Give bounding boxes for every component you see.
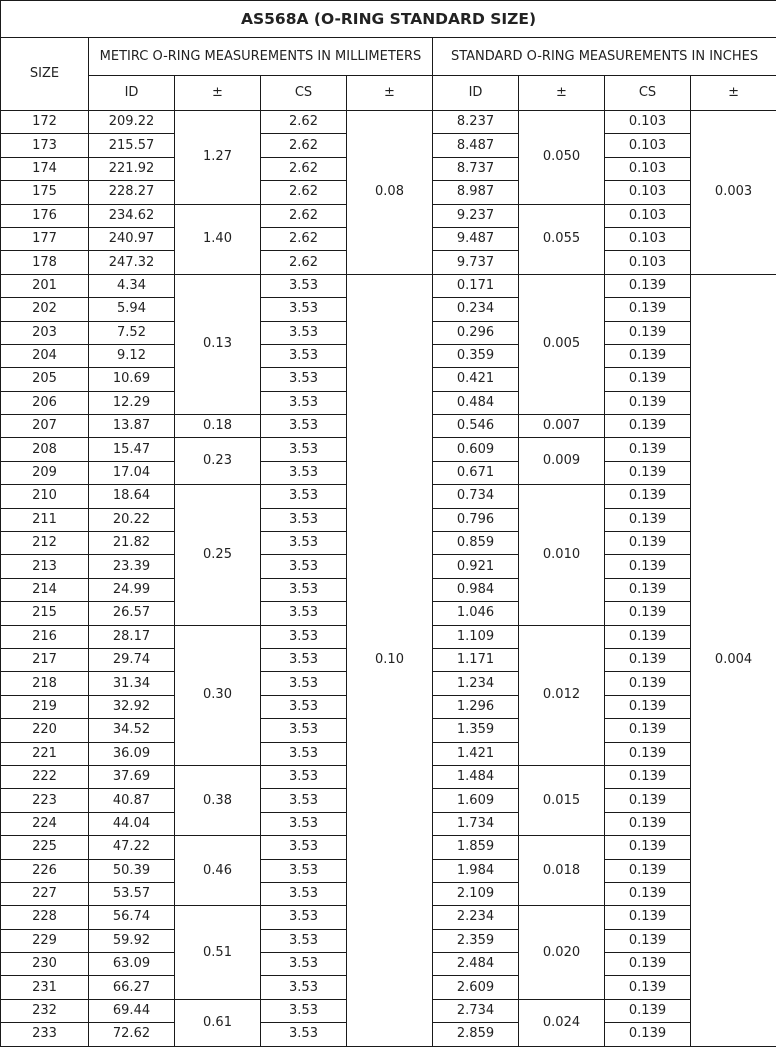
in-cs-cell: 0.139: [605, 812, 691, 835]
size-cell: 228: [1, 906, 89, 929]
in-id-cell: 1.296: [433, 695, 519, 718]
size-cell: 211: [1, 508, 89, 531]
in-cs-cell: 0.139: [605, 274, 691, 297]
in-cs-cell: 0.139: [605, 298, 691, 321]
mm-id-tolerance-cell: 0.30: [175, 625, 261, 765]
table-row: [1, 111, 776, 134]
in-cs-cell: 0.139: [605, 882, 691, 905]
mm-id-cell: 21.82: [89, 532, 175, 555]
mm-id-cell: 247.32: [89, 251, 175, 274]
in-id-cell: 9.487: [433, 227, 519, 250]
mm-cs-cell: 3.53: [261, 438, 347, 461]
in-id-tolerance-cell: 0.018: [519, 836, 605, 906]
mm-id-cell: 221.92: [89, 157, 175, 180]
mm-cs-cell: 3.53: [261, 555, 347, 578]
in-cs-cell: 0.139: [605, 672, 691, 695]
in-id-cell: 9.237: [433, 204, 519, 227]
mm-cs-cell: 2.62: [261, 157, 347, 180]
mm-id-cell: 13.87: [89, 415, 175, 438]
in-cs-cell: 0.139: [605, 789, 691, 812]
in-cs-cell: 0.103: [605, 251, 691, 274]
size-cell: 213: [1, 555, 89, 578]
mm-cs-cell: 3.53: [261, 415, 347, 438]
mm-id-tolerance-cell: 1.27: [175, 111, 261, 205]
in-cs-cell: 0.139: [605, 321, 691, 344]
in-id-tolerance-cell: 0.015: [519, 765, 605, 835]
mm-cs-cell: 3.53: [261, 368, 347, 391]
mm-id-tolerance-cell: 0.25: [175, 485, 261, 625]
mm-id-cell: 31.34: [89, 672, 175, 695]
mm-cs-cell: 3.53: [261, 625, 347, 648]
mm-id-cell: 29.74: [89, 648, 175, 671]
in-cs-cell: 0.139: [605, 765, 691, 788]
in-id-cell: 1.359: [433, 719, 519, 742]
in-id-tolerance-cell: 0.050: [519, 111, 605, 205]
size-cell: 204: [1, 344, 89, 367]
size-cell: 207: [1, 415, 89, 438]
size-cell: 233: [1, 1023, 89, 1046]
in-id-cell: 1.421: [433, 742, 519, 765]
in-id-cell: 0.421: [433, 368, 519, 391]
in-id-cell: 1.609: [433, 789, 519, 812]
in-cs-cell: 0.139: [605, 602, 691, 625]
in-cs-cell: 0.103: [605, 227, 691, 250]
table-row: [1, 274, 776, 297]
size-cell: 176: [1, 204, 89, 227]
mm-id-cell: 53.57: [89, 882, 175, 905]
size-cell: 221: [1, 742, 89, 765]
mm-id-cell: 20.22: [89, 508, 175, 531]
size-cell: 173: [1, 134, 89, 157]
in-cs-cell: 0.139: [605, 906, 691, 929]
mm-id-cell: 9.12: [89, 344, 175, 367]
mm-id-cell: 5.94: [89, 298, 175, 321]
in-cs-cell: 0.139: [605, 485, 691, 508]
in-id-cell: 0.171: [433, 274, 519, 297]
mm-cs-cell: 3.53: [261, 695, 347, 718]
in-id-cell: 0.484: [433, 391, 519, 414]
in-cs-cell: 0.103: [605, 204, 691, 227]
in-id-tolerance-cell: 0.055: [519, 204, 605, 274]
size-cell: 215: [1, 602, 89, 625]
in-cs-cell: 0.139: [605, 438, 691, 461]
in-id-cell: 9.737: [433, 251, 519, 274]
mm-id-cell: 209.22: [89, 111, 175, 134]
in-cs-cell: 0.139: [605, 999, 691, 1022]
mm-cs-cell: 2.62: [261, 227, 347, 250]
in-id-cell: 0.859: [433, 532, 519, 555]
in-cs-cell: 0.139: [605, 1023, 691, 1046]
mm-cs-cell: 3.53: [261, 602, 347, 625]
size-cell: 232: [1, 999, 89, 1022]
in-cs-cell: 0.139: [605, 555, 691, 578]
in-id-cell: 2.734: [433, 999, 519, 1022]
table-body: [1, 111, 776, 1047]
mm-id-cell: 18.64: [89, 485, 175, 508]
mm-cs-cell: 3.53: [261, 578, 347, 601]
mm-cs-cell: 3.53: [261, 298, 347, 321]
in-id-tolerance-header: ±: [519, 76, 605, 111]
in-id-cell: 1.046: [433, 602, 519, 625]
size-cell: 212: [1, 532, 89, 555]
mm-id-cell: 72.62: [89, 1023, 175, 1046]
in-cs-cell: 0.139: [605, 929, 691, 952]
in-id-tolerance-cell: 0.010: [519, 485, 605, 625]
size-cell: 225: [1, 836, 89, 859]
in-cs-tolerance-cell: 0.004: [691, 274, 776, 1046]
in-cs-cell: 0.139: [605, 719, 691, 742]
in-cs-cell: 0.139: [605, 391, 691, 414]
in-cs-cell: 0.139: [605, 648, 691, 671]
in-id-header: ID: [433, 76, 519, 111]
size-header: SIZE: [1, 38, 89, 111]
in-id-cell: 1.234: [433, 672, 519, 695]
in-cs-cell: 0.139: [605, 742, 691, 765]
in-cs-cell: 0.139: [605, 836, 691, 859]
mm-cs-cell: 3.53: [261, 719, 347, 742]
size-cell: 220: [1, 719, 89, 742]
in-id-cell: 1.984: [433, 859, 519, 882]
in-cs-cell: 0.139: [605, 461, 691, 484]
in-id-cell: 0.671: [433, 461, 519, 484]
mm-id-tolerance-cell: 0.38: [175, 765, 261, 835]
in-id-tolerance-cell: 0.007: [519, 415, 605, 438]
mm-id-cell: 36.09: [89, 742, 175, 765]
mm-cs-cell: 3.53: [261, 836, 347, 859]
mm-cs-tolerance-cell: 0.08: [347, 111, 433, 275]
mm-cs-cell: 3.53: [261, 508, 347, 531]
mm-cs-cell: 3.53: [261, 532, 347, 555]
size-cell: 229: [1, 929, 89, 952]
mm-cs-cell: 3.53: [261, 461, 347, 484]
mm-id-cell: 34.52: [89, 719, 175, 742]
mm-cs-cell: 3.53: [261, 789, 347, 812]
in-id-cell: 2.359: [433, 929, 519, 952]
mm-id-cell: 23.39: [89, 555, 175, 578]
in-id-cell: 0.796: [433, 508, 519, 531]
size-cell: 174: [1, 157, 89, 180]
mm-id-cell: 63.09: [89, 953, 175, 976]
mm-cs-cell: 3.53: [261, 882, 347, 905]
mm-cs-cell: 3.53: [261, 391, 347, 414]
mm-cs-cell: 3.53: [261, 485, 347, 508]
mm-id-tolerance-cell: 0.23: [175, 438, 261, 485]
size-cell: 219: [1, 695, 89, 718]
in-id-tolerance-cell: 0.009: [519, 438, 605, 485]
standard-group-header: STANDARD O-RING MEASUREMENTS IN INCHES: [433, 38, 776, 76]
in-cs-cell: 0.139: [605, 344, 691, 367]
mm-id-cell: 50.39: [89, 859, 175, 882]
in-cs-tolerance-cell: 0.003: [691, 111, 776, 275]
in-id-cell: 8.737: [433, 157, 519, 180]
in-id-cell: 8.237: [433, 111, 519, 134]
size-cell: 178: [1, 251, 89, 274]
mm-cs-cell: 3.53: [261, 765, 347, 788]
mm-cs-tolerance-cell: 0.10: [347, 274, 433, 1046]
mm-id-tolerance-cell: 1.40: [175, 204, 261, 274]
in-id-cell: 2.234: [433, 906, 519, 929]
mm-id-cell: 37.69: [89, 765, 175, 788]
mm-cs-cell: 2.62: [261, 111, 347, 134]
in-cs-header: CS: [605, 76, 691, 111]
mm-id-cell: 15.47: [89, 438, 175, 461]
mm-id-cell: 4.34: [89, 274, 175, 297]
mm-id-cell: 24.99: [89, 578, 175, 601]
mm-id-tolerance-cell: 0.13: [175, 274, 261, 414]
table-title: AS568A (O-RING STANDARD SIZE): [1, 1, 776, 38]
in-cs-cell: 0.139: [605, 578, 691, 601]
in-cs-cell: 0.139: [605, 508, 691, 531]
in-id-cell: 1.484: [433, 765, 519, 788]
mm-id-cell: 7.52: [89, 321, 175, 344]
mm-cs-cell: 3.53: [261, 929, 347, 952]
in-id-cell: 0.609: [433, 438, 519, 461]
size-cell: 223: [1, 789, 89, 812]
mm-id-cell: 32.92: [89, 695, 175, 718]
mm-id-header: ID: [89, 76, 175, 111]
mm-id-cell: 234.62: [89, 204, 175, 227]
mm-id-cell: 47.22: [89, 836, 175, 859]
in-id-cell: 0.546: [433, 415, 519, 438]
in-id-tolerance-cell: 0.020: [519, 906, 605, 1000]
in-id-cell: 1.171: [433, 648, 519, 671]
size-cell: 226: [1, 859, 89, 882]
in-cs-cell: 0.139: [605, 532, 691, 555]
mm-id-cell: 44.04: [89, 812, 175, 835]
mm-cs-cell: 3.53: [261, 274, 347, 297]
mm-id-cell: 40.87: [89, 789, 175, 812]
size-cell: 201: [1, 274, 89, 297]
mm-cs-cell: 3.53: [261, 859, 347, 882]
mm-cs-cell: 3.53: [261, 812, 347, 835]
in-id-cell: 1.734: [433, 812, 519, 835]
in-id-tolerance-cell: 0.012: [519, 625, 605, 765]
size-cell: 224: [1, 812, 89, 835]
size-cell: 205: [1, 368, 89, 391]
mm-cs-cell: 2.62: [261, 204, 347, 227]
in-cs-cell: 0.103: [605, 181, 691, 204]
mm-cs-cell: 3.53: [261, 976, 347, 999]
mm-cs-cell: 3.53: [261, 321, 347, 344]
mm-id-cell: 59.92: [89, 929, 175, 952]
mm-cs-cell: 3.53: [261, 953, 347, 976]
mm-cs-cell: 2.62: [261, 251, 347, 274]
size-cell: 227: [1, 882, 89, 905]
size-cell: 209: [1, 461, 89, 484]
size-cell: 177: [1, 227, 89, 250]
in-cs-cell: 0.139: [605, 953, 691, 976]
size-cell: 217: [1, 648, 89, 671]
size-cell: 203: [1, 321, 89, 344]
mm-id-cell: 56.74: [89, 906, 175, 929]
in-cs-cell: 0.139: [605, 368, 691, 391]
metric-group-header: METIRC O-RING MEASUREMENTS IN MILLIMETERS: [89, 38, 433, 76]
mm-id-cell: 69.44: [89, 999, 175, 1022]
mm-cs-tolerance-header: ±: [347, 76, 433, 111]
in-cs-cell: 0.139: [605, 695, 691, 718]
mm-cs-header: CS: [261, 76, 347, 111]
size-cell: 172: [1, 111, 89, 134]
in-id-cell: 2.484: [433, 953, 519, 976]
mm-id-cell: 228.27: [89, 181, 175, 204]
in-id-cell: 0.234: [433, 298, 519, 321]
in-cs-tolerance-header: ±: [691, 76, 776, 111]
mm-cs-cell: 3.53: [261, 1023, 347, 1046]
mm-id-cell: 17.04: [89, 461, 175, 484]
mm-cs-cell: 2.62: [261, 181, 347, 204]
mm-cs-cell: 3.53: [261, 999, 347, 1022]
in-cs-cell: 0.103: [605, 134, 691, 157]
in-id-cell: 8.487: [433, 134, 519, 157]
in-cs-cell: 0.103: [605, 157, 691, 180]
mm-id-cell: 215.57: [89, 134, 175, 157]
mm-id-tolerance-cell: 0.18: [175, 415, 261, 438]
size-cell: 231: [1, 976, 89, 999]
in-id-cell: 1.109: [433, 625, 519, 648]
in-id-cell: 0.734: [433, 485, 519, 508]
in-id-cell: 0.984: [433, 578, 519, 601]
size-cell: 218: [1, 672, 89, 695]
mm-cs-cell: 3.53: [261, 742, 347, 765]
in-cs-cell: 0.139: [605, 976, 691, 999]
mm-cs-cell: 3.53: [261, 648, 347, 671]
in-id-cell: 0.296: [433, 321, 519, 344]
mm-id-cell: 10.69: [89, 368, 175, 391]
mm-cs-cell: 2.62: [261, 134, 347, 157]
mm-cs-cell: 3.53: [261, 906, 347, 929]
in-id-cell: 2.859: [433, 1023, 519, 1046]
mm-id-cell: 26.57: [89, 602, 175, 625]
mm-id-tolerance-cell: 0.46: [175, 836, 261, 906]
in-cs-cell: 0.139: [605, 625, 691, 648]
size-cell: 206: [1, 391, 89, 414]
size-cell: 202: [1, 298, 89, 321]
size-cell: 222: [1, 765, 89, 788]
size-cell: 214: [1, 578, 89, 601]
mm-id-cell: 66.27: [89, 976, 175, 999]
in-cs-cell: 0.103: [605, 111, 691, 134]
mm-id-tolerance-header: ±: [175, 76, 261, 111]
in-id-tolerance-cell: 0.024: [519, 999, 605, 1046]
mm-cs-cell: 3.53: [261, 344, 347, 367]
size-cell: 216: [1, 625, 89, 648]
in-cs-cell: 0.139: [605, 415, 691, 438]
in-id-cell: 2.109: [433, 882, 519, 905]
size-cell: 175: [1, 181, 89, 204]
mm-id-tolerance-cell: 0.51: [175, 906, 261, 1000]
mm-cs-cell: 3.53: [261, 672, 347, 695]
in-id-cell: 1.859: [433, 836, 519, 859]
mm-id-cell: 12.29: [89, 391, 175, 414]
in-id-cell: 2.609: [433, 976, 519, 999]
size-cell: 210: [1, 485, 89, 508]
in-id-tolerance-cell: 0.005: [519, 274, 605, 414]
size-cell: 208: [1, 438, 89, 461]
in-cs-cell: 0.139: [605, 859, 691, 882]
mm-id-cell: 240.97: [89, 227, 175, 250]
in-id-cell: 8.987: [433, 181, 519, 204]
mm-id-cell: 28.17: [89, 625, 175, 648]
mm-id-tolerance-cell: 0.61: [175, 999, 261, 1046]
size-cell: 230: [1, 953, 89, 976]
in-id-cell: 0.921: [433, 555, 519, 578]
in-id-cell: 0.359: [433, 344, 519, 367]
